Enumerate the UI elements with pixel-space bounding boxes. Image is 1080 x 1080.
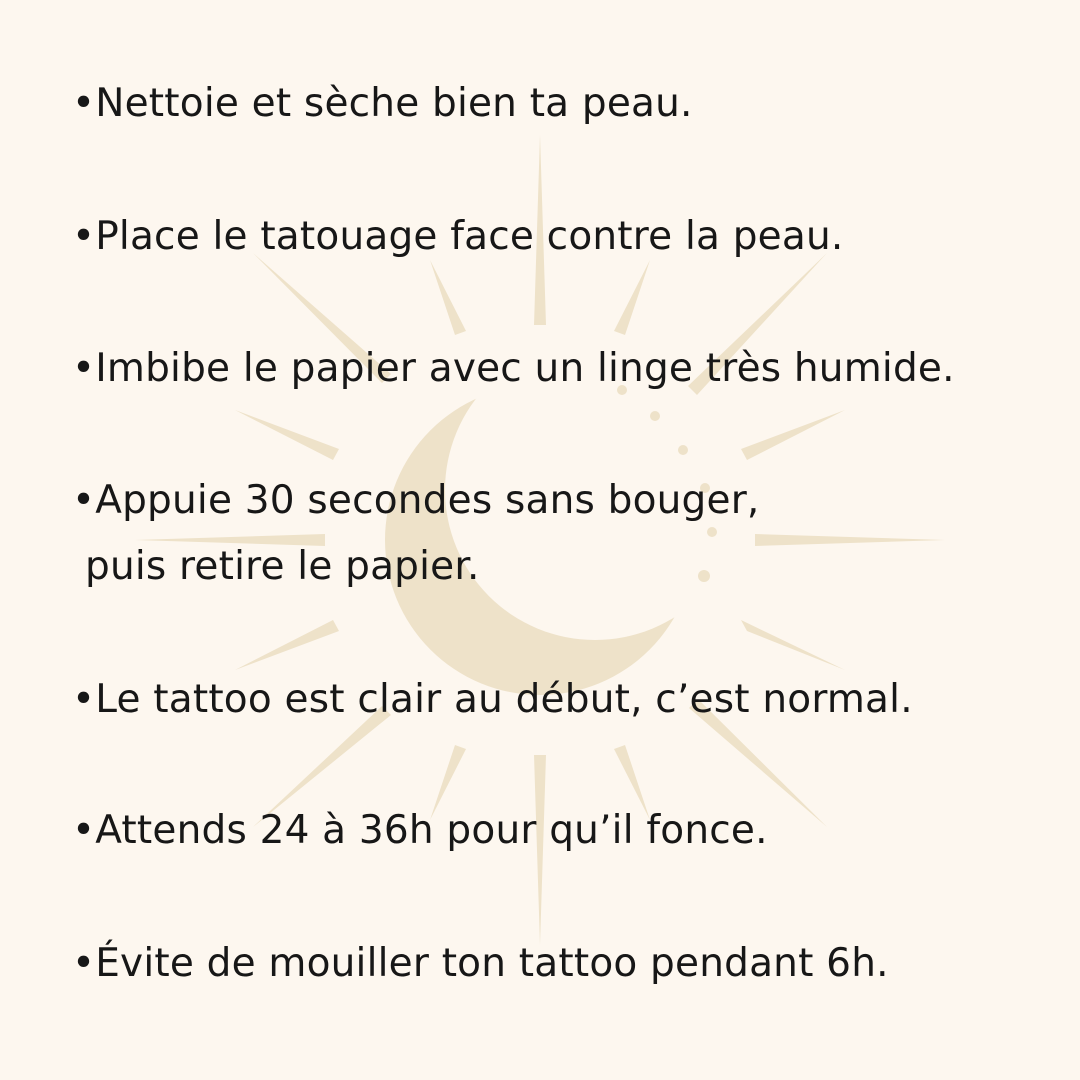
instruction-line: •Place le tatouage face contre la peau. <box>72 214 844 259</box>
instruction-line: •Imbibe le papier avec un linge très humide. <box>72 346 955 391</box>
instruction-line: •Le tattoo est clair au début, c’est normal. <box>72 677 913 722</box>
instruction-line-continuation: puis retire le papier. <box>85 544 480 589</box>
instruction-line: •Évite de mouiller ton tattoo pendant 6h. <box>72 941 889 986</box>
instruction-line: •Appuie 30 secondes sans bouger, <box>72 478 760 523</box>
instruction-line: •Attends 24 à 36h pour qu’il fonce. <box>72 808 768 853</box>
instruction-line: •Nettoie et sèche bien ta peau. <box>72 81 693 126</box>
